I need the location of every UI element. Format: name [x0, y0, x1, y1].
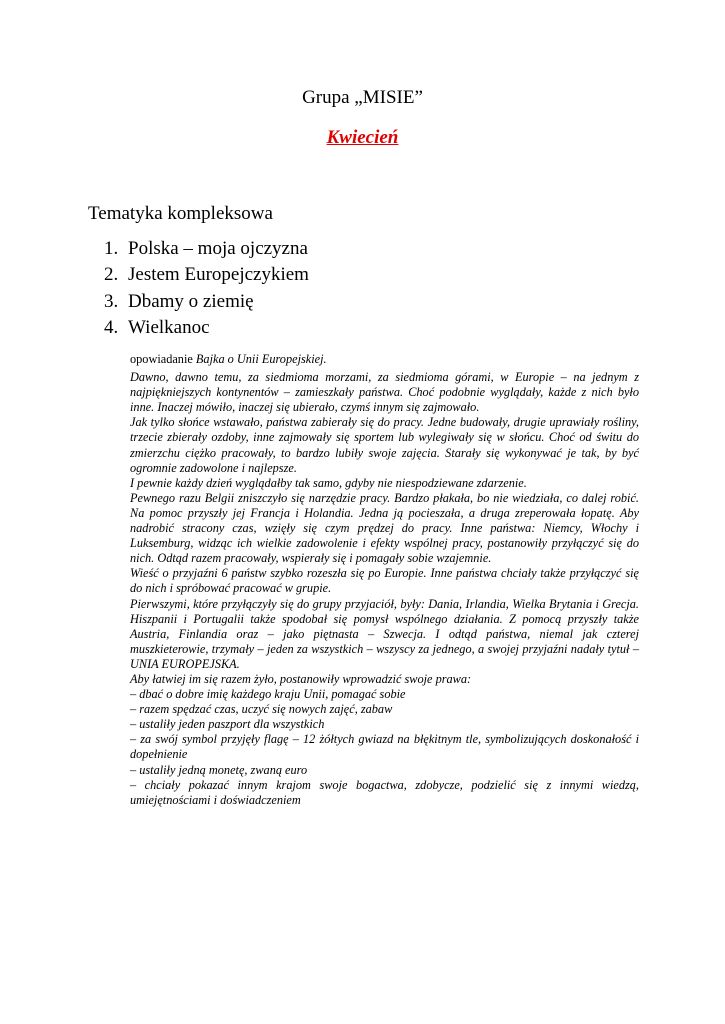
rule-item: – chciały pokazać innym krajom swoje bogactwa, zdobycze, podzielić się z innymi wiedzą, umiejętnościami i doświadczeniem: [130, 777, 639, 807]
story-intro-prefix: opowiadanie: [130, 352, 196, 366]
story-paragraph: I pewnie każdy dzień wyglądałby tak samo, gdyby nie niespodziewane zdarzenie.: [130, 475, 527, 490]
story-section: [130, 352, 639, 808]
rule-item: – za swój symbol przyjęły flagę – 12 żółtych gwiazd na błękitnym tle, symbolizujących doskonałość i dopełnienie: [130, 732, 639, 762]
story-body: [130, 370, 639, 808]
topic-number: 3.: [104, 290, 119, 312]
topic-list: [104, 236, 309, 341]
rule-item: – ustaliły jeden paszport dla wszystkich: [130, 717, 325, 732]
month-title: Kwiecień: [326, 127, 399, 148]
topic-label: Dbamy o ziemię: [128, 290, 254, 312]
story-intro: [130, 352, 639, 367]
topic-number: 2.: [104, 264, 119, 286]
topic-label: Jestem Europejczykiem: [128, 264, 309, 286]
topic-item: [104, 236, 309, 262]
story-paragraph: Pierwszymi, które przyłączyły się do grupy przyjaciół, były: Dania, Irlandia, Wielka Brytania i Grecja. Hiszpanii i Portugalii także spodobał się pomysł wspólnego działania. Z pomocą przyszły także Austria, Finlandia oraz – jako piętnasta – Szwecja. I odtąd państwa, niemal jak czterej muszkieterowie, trzymały – jeden za wszystkich – wszyscy za jednego, a swojej przyjaźni nadały tytuł – UNIA EUROPEJSKA.: [130, 596, 639, 671]
topic-label: Wielkanoc: [128, 316, 210, 338]
story-paragraph: Aby łatwiej im się razem żyło, postanowiły wprowadzić swoje prawa:: [130, 671, 472, 686]
topic-number: 1.: [104, 238, 119, 259]
topic-label: Polska – moja ojczyzna: [128, 238, 308, 259]
rule-item: – razem spędzać czas, uczyć się nowych zajęć, zabaw: [130, 702, 393, 717]
group-title: Grupa „MISIE”: [302, 87, 423, 108]
story-paragraph: Jak tylko słońce wstawało, państwa zabierały się do pracy. Jedne budowały, drugie uprawiały rośliny, trzecie zbierały ozdoby, inne zajmowały się sportem lub wylegiwały się w słońcu. Choć od świtu do zmierzchu ciężko pracowały, to bardzo lubiły swoje zajęcia. Starały się wykonywać je tak, by być ogromnie zadowolone i najlepsze.: [130, 415, 639, 475]
topic-item: [104, 289, 309, 315]
story-title: Bajka o Unii Europejskiej.: [195, 352, 327, 366]
rule-item: – ustaliły jedną monetę, zwaną euro: [130, 762, 308, 777]
story-paragraph: Dawno, dawno temu, za siedmioma morzami, za siedmioma górami, w Europie – na jednym z najpiękniejszych kontynentów – zamieszkały państwa. Choć podobnie wyglądały, każde z nich było inne. Inaczej mówiło, inaczej się ubierało, czymś innym się zajmowało.: [130, 370, 639, 415]
rule-item: – dbać o dobre imię każdego kraju Unii, pomagać sobie: [130, 687, 406, 702]
topic-number: 4.: [104, 316, 119, 338]
topics-heading: Tematyka kompleksowa: [88, 203, 273, 224]
topic-item: [104, 262, 309, 288]
topic-item: [104, 315, 309, 341]
story-paragraph: Pewnego razu Belgii zniszczyło się narzędzie pracy. Bardzo płakała, bo nie wiedziała, co dalej robić. Na pomoc przyszły jej Francja i Holandia. Jedna ją pocieszała, a druga zreperowała łopatę. Aby nadrobić stracony czas, wzięły się czym prędzej do pracy. Inne państwa: Niemcy, Włochy i Luksemburg, widząc ich wielkie zadowolenie i efekty wspólnej pracy, postanowiły przyłączyć się do nich. Odtąd razem pracowały, wspierały się i pomagały sobie wzajemnie.: [130, 490, 639, 566]
story-paragraph: Wieść o przyjaźni 6 państw szybko rozeszła się po Europie. Inne państwa chciały także przyłączyć się do nich i spróbować pracować w grupie.: [130, 566, 639, 596]
